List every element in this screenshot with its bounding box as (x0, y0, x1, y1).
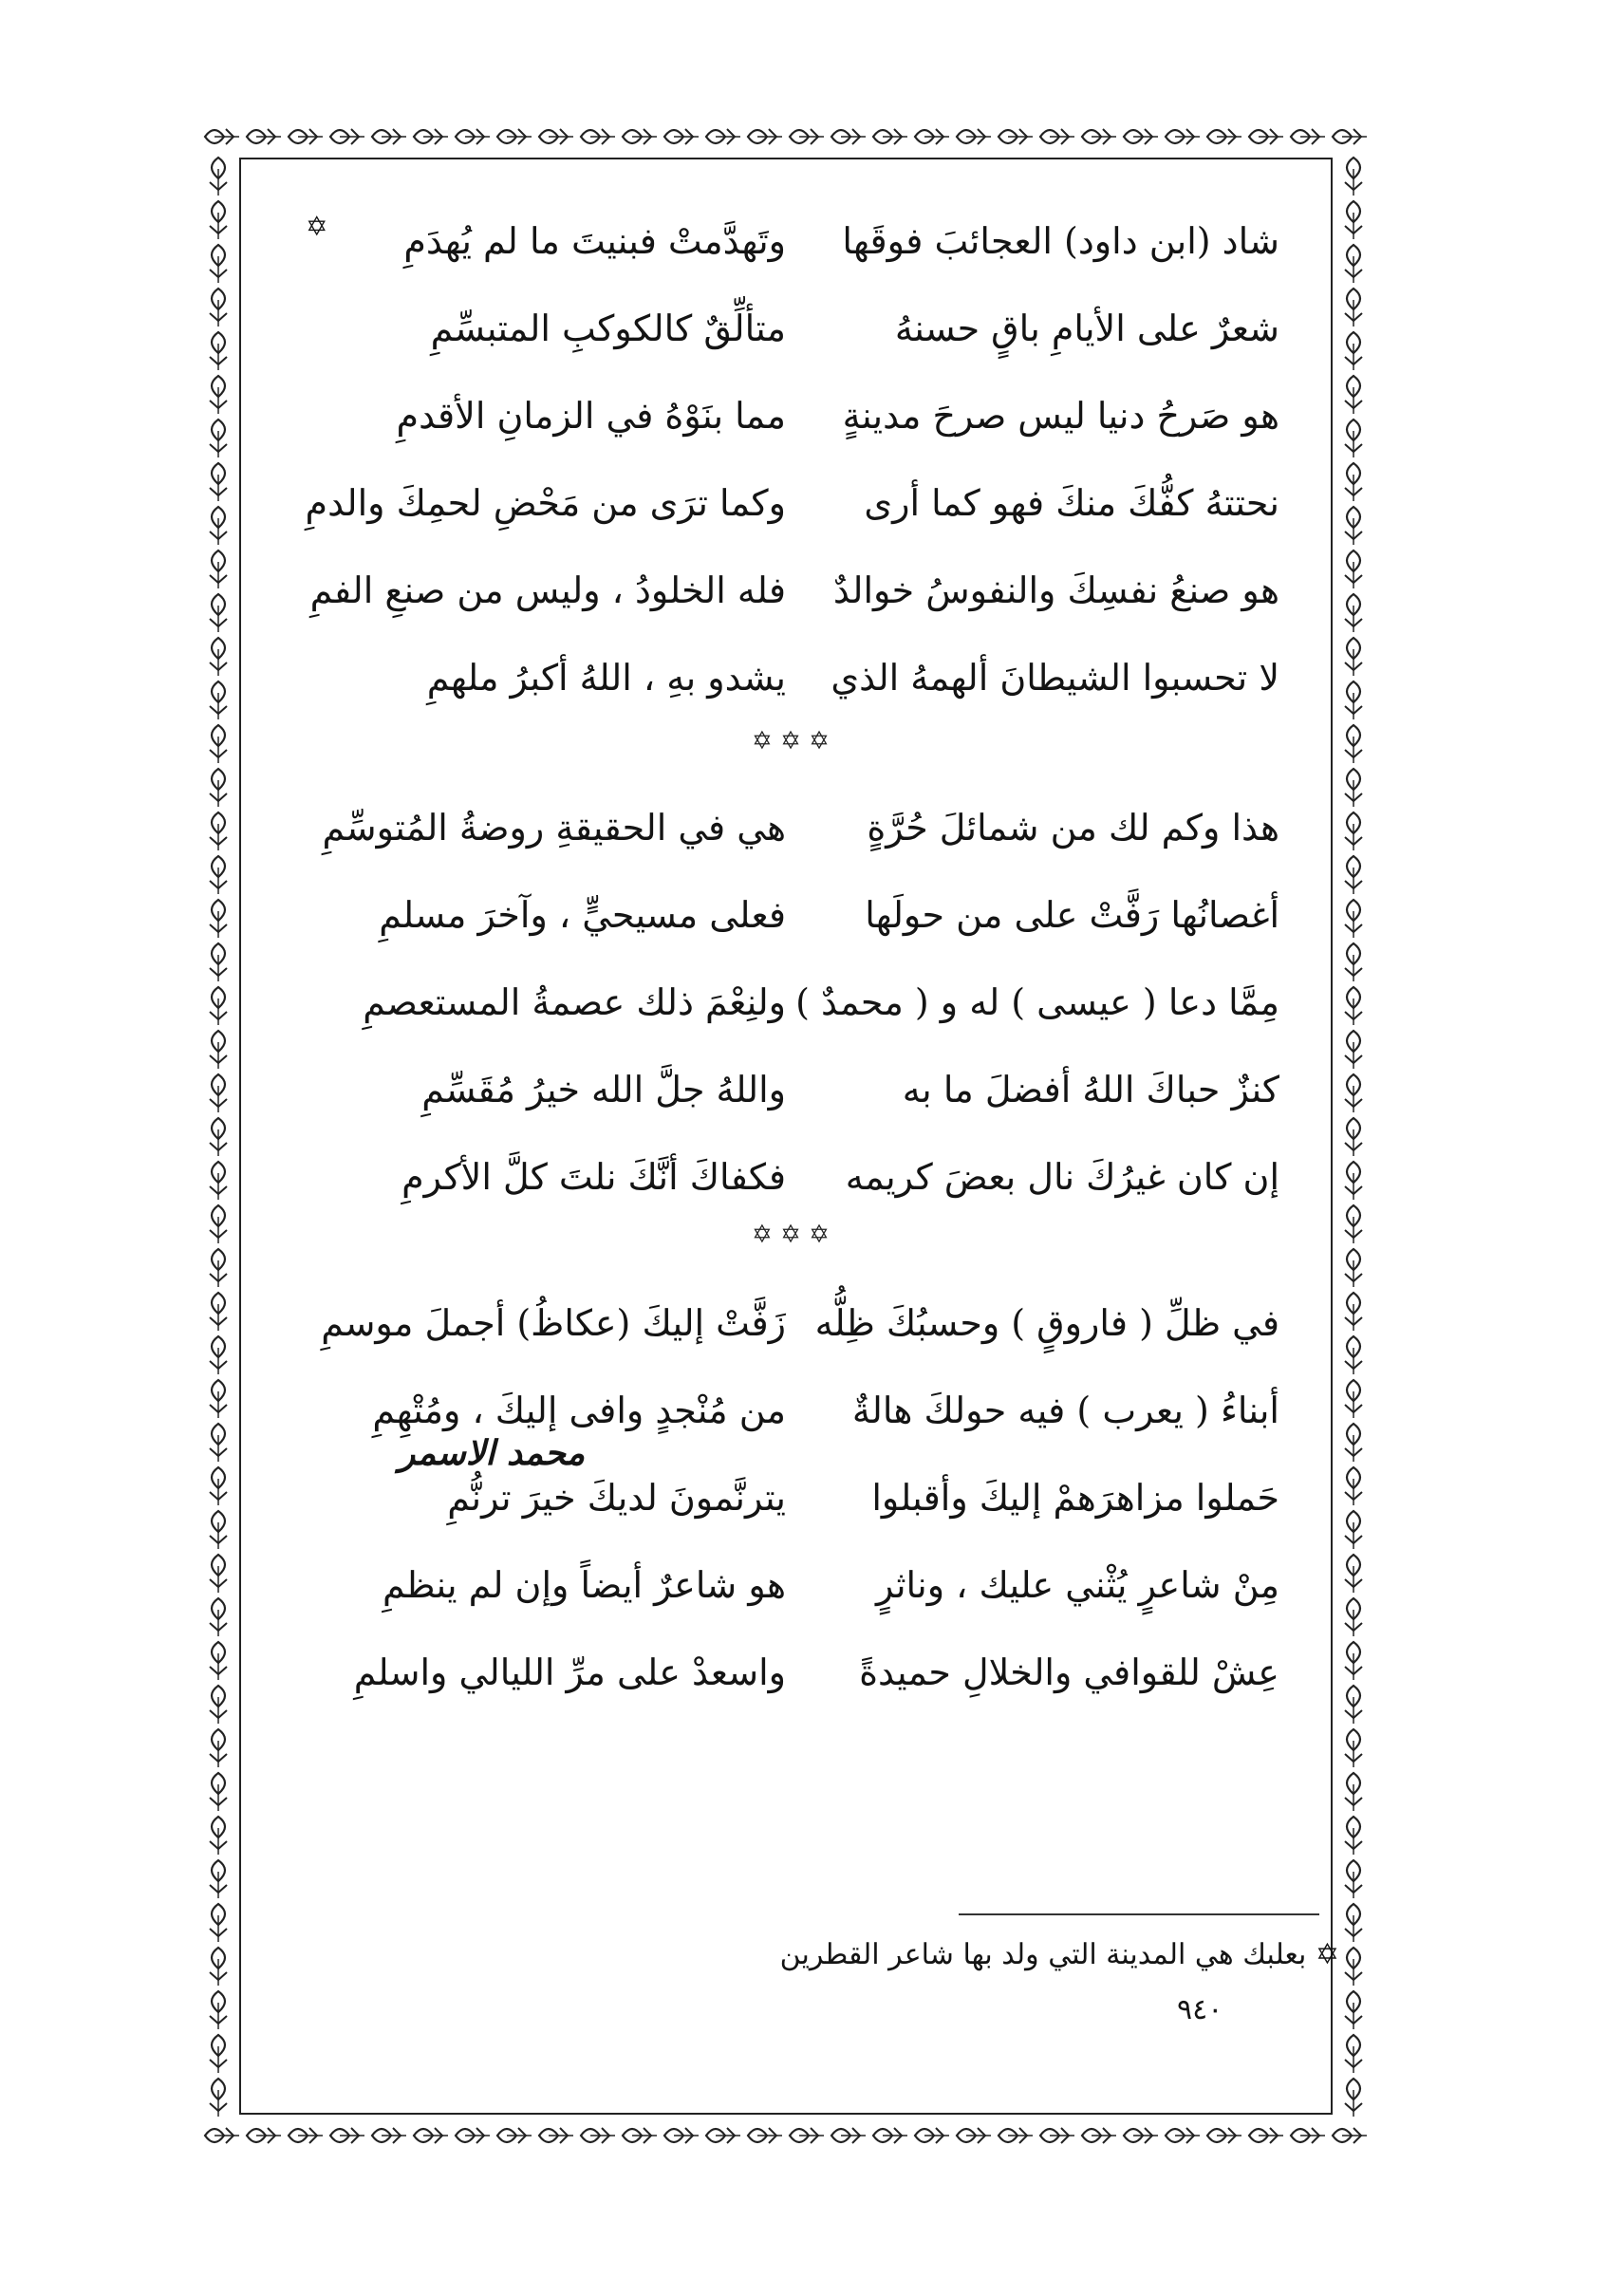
verse (302, 385, 1279, 446)
verse-first-hemistich: عِشْ للقوافي والخلالِ حميدةً (859, 1651, 1279, 1693)
verse-second-hemistich: وكما ترَى من مَحْضِ لحمِكَ والدمِ (305, 482, 786, 524)
verse-second-hemistich: يشدو بهِ ، اللهُ أكبرُ ملهمِ (426, 657, 786, 699)
verse (302, 298, 1279, 359)
frame-inner-line-right (1331, 158, 1333, 2115)
footnote-rule (959, 1913, 1319, 1915)
verse (302, 885, 1279, 945)
verse-second-hemistich: واللهُ جلَّ الله خيرُ مُقَسِّمِ (421, 1069, 786, 1110)
frame-bottom-border (201, 2118, 1371, 2153)
verse (302, 1059, 1279, 1120)
verse-second-hemistich: واسعدْ على مرِّ الليالي واسلمِ (353, 1651, 786, 1693)
footnote-text: ✡ بعلبك هي المدينة التي ولد بها شاعر القطرين (779, 1938, 1339, 1971)
verse (302, 1467, 1279, 1528)
verse-first-hemistich: شعرٌ على الأيامِ باقٍ حسنهُ (894, 308, 1279, 349)
verse (302, 1555, 1279, 1615)
verse-second-hemistich: فله الخلودُ ، وليس من صنعِ الفمِ (309, 569, 786, 611)
verse-first-hemistich: حَملوا مزاهرَهمْ إليكَ وأقبلوا (871, 1477, 1279, 1519)
verse-first-hemistich: أغصانُها رَفَّتْ على من حولَها (865, 894, 1279, 936)
poet-signature: محمد الاسمر (399, 1433, 586, 1473)
verse-second-hemistich: فعلى مسيحيٍّ ، وآخرَ مسلمِ (379, 894, 786, 936)
verse (302, 1380, 1279, 1441)
verse (302, 211, 1279, 271)
verse (302, 797, 1279, 858)
frame-inner-line-top (239, 158, 1333, 159)
verse-first-hemistich: هو صنعُ نفسِكَ والنفوسُ خوالدٌ (832, 569, 1279, 611)
verse-second-hemistich: من مُنْجدٍ وافى إليكَ ، ومُتْهِمِ (372, 1390, 786, 1431)
verse (302, 1642, 1279, 1703)
verse (302, 972, 1279, 1033)
frame-top-border (201, 120, 1371, 154)
verse-second-hemistich: فكفاكَ أنَّكَ نلتَ كلَّ الأكرمِ (401, 1156, 786, 1198)
verse-second-hemistich: مما بنَوْهُ في الزمانِ الأقدمِ (396, 395, 786, 437)
verse (302, 647, 1279, 708)
verse-second-hemistich: هو شاعرٌ أيضاً وإن لم ينظمِ (383, 1564, 786, 1606)
verse-first-hemistich: نحتتهُ كفُّكَ منكَ فهو كما أرى (864, 482, 1279, 524)
frame-left-border (201, 154, 235, 2118)
frame-right-border (1336, 154, 1371, 2118)
frame-inner-line-left (239, 158, 241, 2115)
frame-inner-line-bottom (239, 2113, 1333, 2115)
page-number: ٩٤٠ (1177, 1993, 1223, 2026)
stanza-separator-stars: ✡ ✡ ✡ (752, 727, 830, 756)
verse-first-hemistich: شاد (ابن داود) العجائبَ فوقَها (842, 220, 1279, 262)
verse-first-hemistich: مِنْ شاعرٍ يُثْني عليك ، وناثرٍ (876, 1564, 1279, 1606)
verse-first-hemistich: إن كان غيرُكَ نال بعضَ كريمه (845, 1156, 1279, 1198)
stanza-separator-stars: ✡ ✡ ✡ (752, 1221, 830, 1249)
verse-first-hemistich: كنزٌ حباكَ اللهُ أفضلَ ما به (902, 1069, 1279, 1110)
verse-second-hemistich: وتَهدَّمتْ فبنيتَ ما لم يُهدَمِ (403, 220, 786, 262)
verse-first-hemistich: أبناءُ ( يعرب ) فيه حولكَ هالةٌ (851, 1390, 1279, 1431)
verse-second-hemistich: زَفَّتْ إليكَ (عكاظُ) أجملَ موسمِ (321, 1302, 786, 1344)
verse-first-hemistich: لا تحسبوا الشيطانَ ألهمهُ الذي (831, 657, 1279, 699)
verse-first-hemistich: هو صَرحُ دنيا ليس صرحَ مدينةٍ (842, 395, 1279, 437)
verse (302, 560, 1279, 621)
verse-second-hemistich: يترنَّمونَ لديكَ خيرَ ترنُّمِ (447, 1477, 786, 1519)
verse-second-hemistich: ولنِعْمَ ذلك عصمةُ المستعصمِ (363, 981, 786, 1023)
verse (302, 1147, 1279, 1207)
verse-first-hemistich: هذا وكم لك من شمائلَ حُرَّةٍ (867, 807, 1279, 849)
verse (302, 1293, 1279, 1353)
verse-first-hemistich: في ظلِّ ( فاروقٍ ) وحسبُكَ ظِلُّه (814, 1302, 1279, 1344)
verse-second-hemistich: متألِّقٌ كالكوكبِ المتبسِّمِ (430, 308, 786, 349)
verse-second-hemistich: هي في الحقيقةِ روضةُ المُتوسِّمِ (322, 807, 786, 849)
verse-first-hemistich: مِمَّا دعا ( عيسى ) له و ( محمدٌ ) (795, 981, 1279, 1023)
footnote-reference-star: ✡ (306, 211, 328, 242)
verse (302, 473, 1279, 533)
